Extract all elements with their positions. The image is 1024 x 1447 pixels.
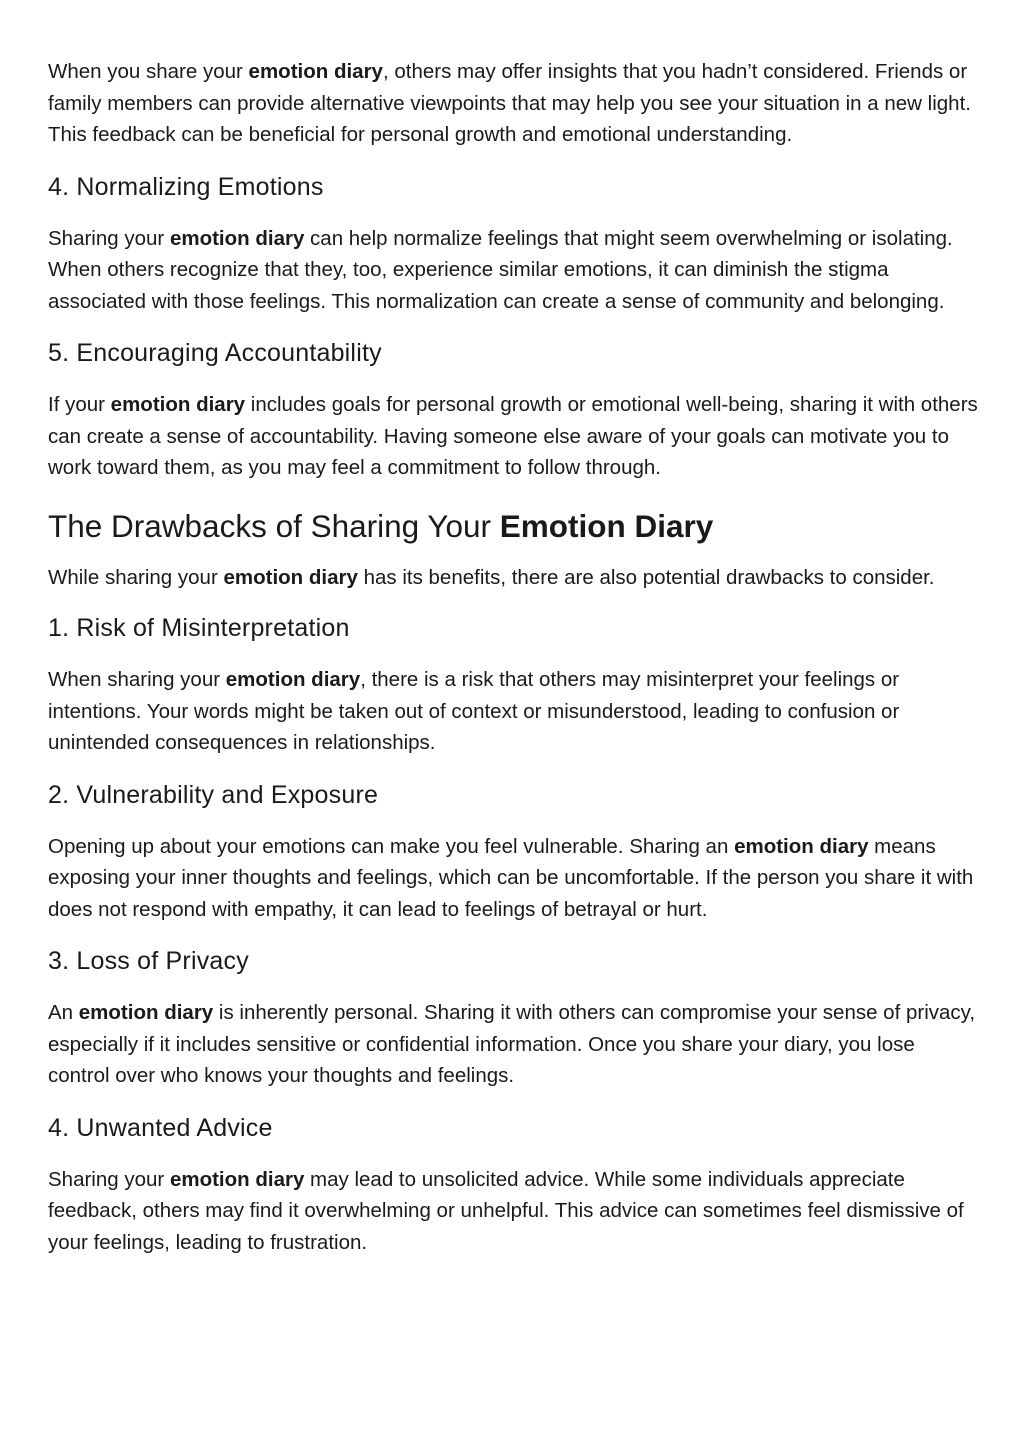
heading-normalizing-emotions: 4. Normalizing Emotions (48, 172, 324, 201)
paragraph-unwanted-advice (48, 1164, 980, 1259)
drawback2-text-1: Opening up about your emotions can make you feel vulnerable. Sharing an (48, 834, 735, 858)
paragraph-drawbacks-intro (48, 562, 980, 594)
drawbacks-intro-text-2: has its benefits, there are also potential drawbacks to consider. (357, 565, 935, 589)
benefit5-text-1: If your (48, 393, 111, 416)
heading-vulnerability-and-exposure: 2. Vulnerability and Exposure (48, 780, 379, 809)
intro-text-2: , others may offer insights that you hadn’t considered. Friends or family members can provide alternative viewpoints that may help you see your situation in a new light. This feedback can be beneficial for personal growth and emotional understanding. (48, 60, 971, 146)
drawback3-text-2: is inherently personal. Sharing it with others can compromise your sense of privacy, especially if it includes sensitive or confidential information. Once you share your diary, you lose control over who knows your thoughts and feelings. (48, 1001, 976, 1087)
drawback3-text-1: An (48, 1001, 79, 1024)
drawback4-keyword: emotion diary (169, 1167, 305, 1191)
heading-encouraging-accountability: 5. Encouraging Accountability (48, 339, 382, 367)
drawback2-keyword: emotion diary (734, 834, 869, 858)
paragraph-normalizing-emotions (48, 223, 980, 318)
section-title-bold: Emotion Diary (499, 507, 714, 544)
benefit4-text-2: can help normalize feelings that might seem overwhelming or isolating. When others recognize that they, too, experience similar emotions, it can diminish the stigma associated with those feelings. This normalization can create a sense of community and belonging. (48, 226, 953, 313)
drawback4-text-2: may lead to unsolicited advice. While some individuals appreciate feedback, others may find it overwhelming or unhelpful. This advice can sometimes feel dismissive of your feelings, leading to frustration. (48, 1167, 964, 1254)
paragraph-loss-of-privacy (48, 997, 980, 1092)
section-title-drawbacks (48, 506, 980, 546)
drawbacks-intro-text-1: While sharing your (48, 565, 224, 589)
heading-unwanted-advice: 4. Unwanted Advice (48, 1113, 273, 1142)
benefit5-text-2: includes goals for personal growth or emotional well-being, sharing it with others can create a sense of accountability. Having someone else aware of your goals can motivate you to work toward them, as you may feel a commitment to follow through. (48, 393, 978, 479)
drawback1-text-1: When sharing your (48, 668, 226, 691)
benefit4-keyword: emotion diary (169, 226, 305, 250)
heading-loss-of-privacy: 3. Loss of Privacy (48, 947, 249, 975)
document-page (48, 56, 980, 1258)
paragraph-encouraging-accountability (48, 389, 980, 484)
drawback4-text-1: Sharing your (48, 1167, 170, 1191)
drawback2-text-2: means exposing your inner thoughts and feelings, which can be uncomfortable. If the person you share it with does not respond with empathy, it can lead to feelings of betrayal or hurt. (48, 834, 974, 921)
benefit4-text-1: Sharing your (48, 226, 170, 250)
drawback1-keyword: emotion diary (225, 668, 361, 691)
paragraph-vulnerability-and-exposure (48, 831, 980, 926)
paragraph-risk-of-misinterpretation (48, 664, 980, 759)
section-title-plain: The Drawbacks of Sharing Your (48, 507, 500, 544)
drawback1-text-2: , there is a risk that others may misinterpret your feelings or intentions. Your words might be taken out of context or misunderstood, leading to confusion or unintended consequences in relationships. (48, 668, 900, 754)
intro-text-1: When you share your (48, 60, 249, 83)
heading-risk-of-misinterpretation: 1. Risk of Misinterpretation (48, 614, 350, 642)
intro-paragraph (48, 56, 980, 151)
drawbacks-intro-keyword: emotion diary (223, 565, 358, 589)
benefit5-keyword: emotion diary (110, 393, 246, 416)
intro-keyword: emotion diary (248, 60, 383, 83)
drawback3-keyword: emotion diary (78, 1001, 214, 1024)
